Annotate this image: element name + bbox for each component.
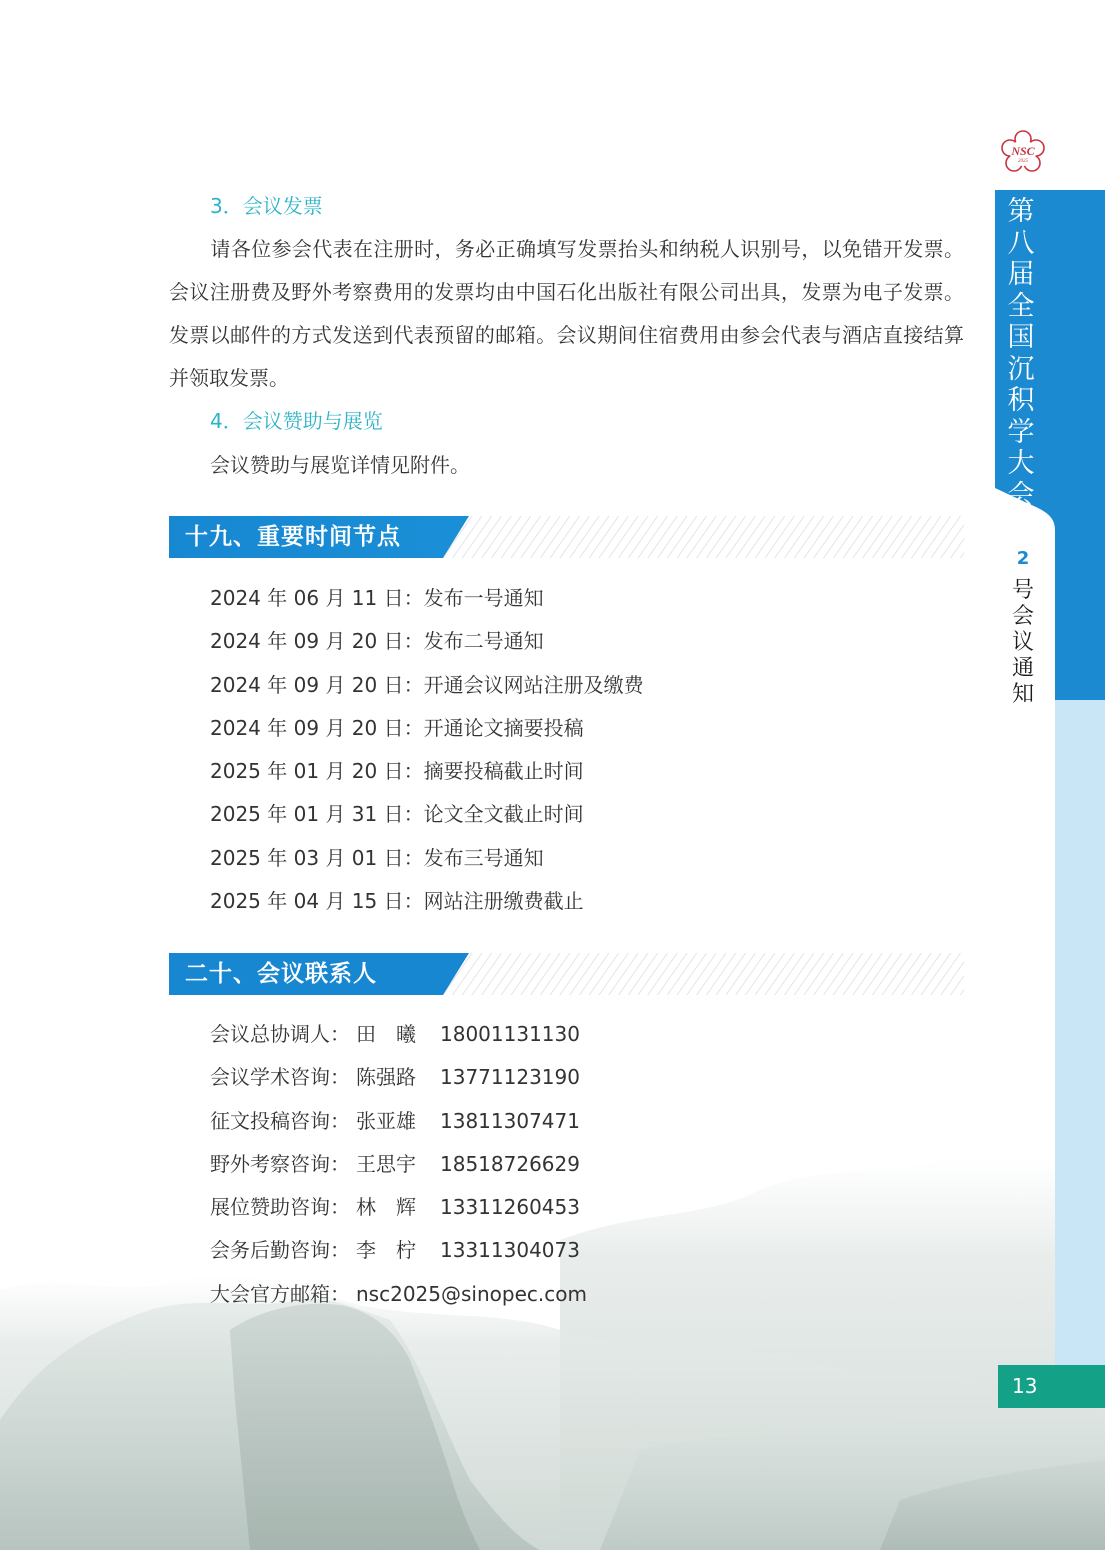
contact-row	[210, 1150, 587, 1193]
contact-row	[210, 1063, 587, 1106]
sidebar-title-char: 八	[1007, 227, 1035, 259]
section-timeline-title: 十九、重要时间节点	[185, 523, 401, 550]
contacts-list	[210, 1020, 587, 1323]
contact-name: 陈强路	[356, 1065, 416, 1090]
sidebar-title	[1003, 196, 1039, 511]
email-label: 大会官方邮箱：	[210, 1281, 350, 1306]
sidebar-title-char: 沉	[1007, 353, 1035, 385]
sponsor-heading: 4．会议赞助与展览	[210, 409, 383, 433]
contact-role: 征文投稿咨询：	[210, 1108, 350, 1133]
contact-name: 王思宇	[356, 1151, 416, 1176]
nsc-logo	[998, 130, 1048, 176]
timeline-item: 2025 年 01 月 31 日：论文全文截止时间	[210, 802, 584, 827]
invoice-paragraph-text: 请各位参会代表在注册时，务必正确填写发票抬头和纳税人识别号，以免错开发票。会议注册费及野外考察费用的发票均由中国石化出版社有限公司出具，发票为电子发票。发票以邮件的方式发送到代表预留的邮箱。会议期间住宿费用由参会代表与酒店直接结算并领取发票。	[169, 237, 964, 390]
issue-label	[1009, 578, 1037, 708]
timeline-item: 2025 年 03 月 01 日：发布三号通知	[210, 845, 544, 870]
contact-role: 会议学术咨询：	[210, 1065, 350, 1090]
issue-label-char: 会	[1011, 604, 1034, 629]
contact-phone: 13311304073	[440, 1238, 580, 1263]
sidebar-title-char: 学	[1007, 416, 1035, 448]
contact-name: 林 辉	[356, 1195, 416, 1220]
issue-label-char: 知	[1011, 682, 1034, 707]
contact-phone: 13311260453	[440, 1195, 580, 1220]
logo-text: NSC	[1011, 144, 1035, 158]
contact-role: 会议总协调人：	[210, 1022, 350, 1046]
contact-name: 田 曦	[356, 1022, 416, 1046]
sidebar-title-char: 国	[1007, 322, 1035, 353]
timeline-item: 2024 年 09 月 20 日：发布二号通知	[210, 629, 544, 654]
timeline-item: 2024 年 06 月 11 日：发布一号通知	[210, 586, 544, 610]
sidebar-title-char: 全	[1007, 290, 1035, 322]
timeline-item: 2025 年 01 月 20 日：摘要投稿截止时间	[210, 759, 584, 784]
contact-role: 野外考察咨询：	[210, 1151, 350, 1176]
contact-name: 李 柠	[356, 1238, 416, 1263]
contact-phone: 18001131130	[440, 1022, 580, 1046]
timeline-item: 2024 年 09 月 20 日：开通会议网站注册及缴费	[210, 672, 644, 697]
section-contacts-header	[169, 953, 964, 995]
timeline-item: 2025 年 04 月 15 日：网站注册缴费截止	[210, 889, 584, 914]
sidebar-title-char: 大	[1007, 448, 1035, 479]
contact-role: 展位赞助咨询：	[210, 1195, 350, 1220]
email-address: nsc2025@sinopec.com	[356, 1281, 587, 1306]
timeline-item: 2024 年 09 月 20 日：开通论文摘要投稿	[210, 715, 584, 740]
contact-row	[210, 1236, 587, 1279]
sponsor-text: 会议赞助与展览详情见附件。	[210, 453, 470, 477]
contact-row	[210, 1020, 587, 1063]
sidebar-title-char: 第	[1007, 196, 1035, 227]
invoice-paragraph	[169, 228, 964, 400]
contact-phone: 18518726629	[440, 1151, 580, 1176]
timeline-list	[210, 584, 644, 930]
contact-phone: 13771123190	[440, 1065, 580, 1090]
issue-label-char: 号	[1011, 578, 1034, 603]
issue-label-char: 通	[1011, 656, 1034, 681]
issue-label-char: 议	[1011, 630, 1034, 655]
contact-name: 张亚雄	[356, 1108, 416, 1133]
contact-phone: 13811307471	[440, 1108, 580, 1133]
issue-number-badge: 2	[1010, 546, 1036, 572]
contact-row	[210, 1107, 587, 1150]
sidebar-title-char: 积	[1007, 385, 1035, 416]
section-timeline-header	[169, 516, 964, 558]
contact-email-row	[210, 1280, 587, 1323]
invoice-heading: 3．会议发票	[210, 194, 323, 218]
contact-role: 会务后勤咨询：	[210, 1238, 350, 1263]
contact-row	[210, 1193, 587, 1236]
sidebar-title-char: 届	[1007, 259, 1035, 290]
page-number: 13	[998, 1365, 1105, 1408]
section-contacts-title: 二十、会议联系人	[185, 960, 377, 987]
logo-year: 2025	[1018, 159, 1028, 164]
sidebar-title-char: 会	[1007, 479, 1035, 511]
